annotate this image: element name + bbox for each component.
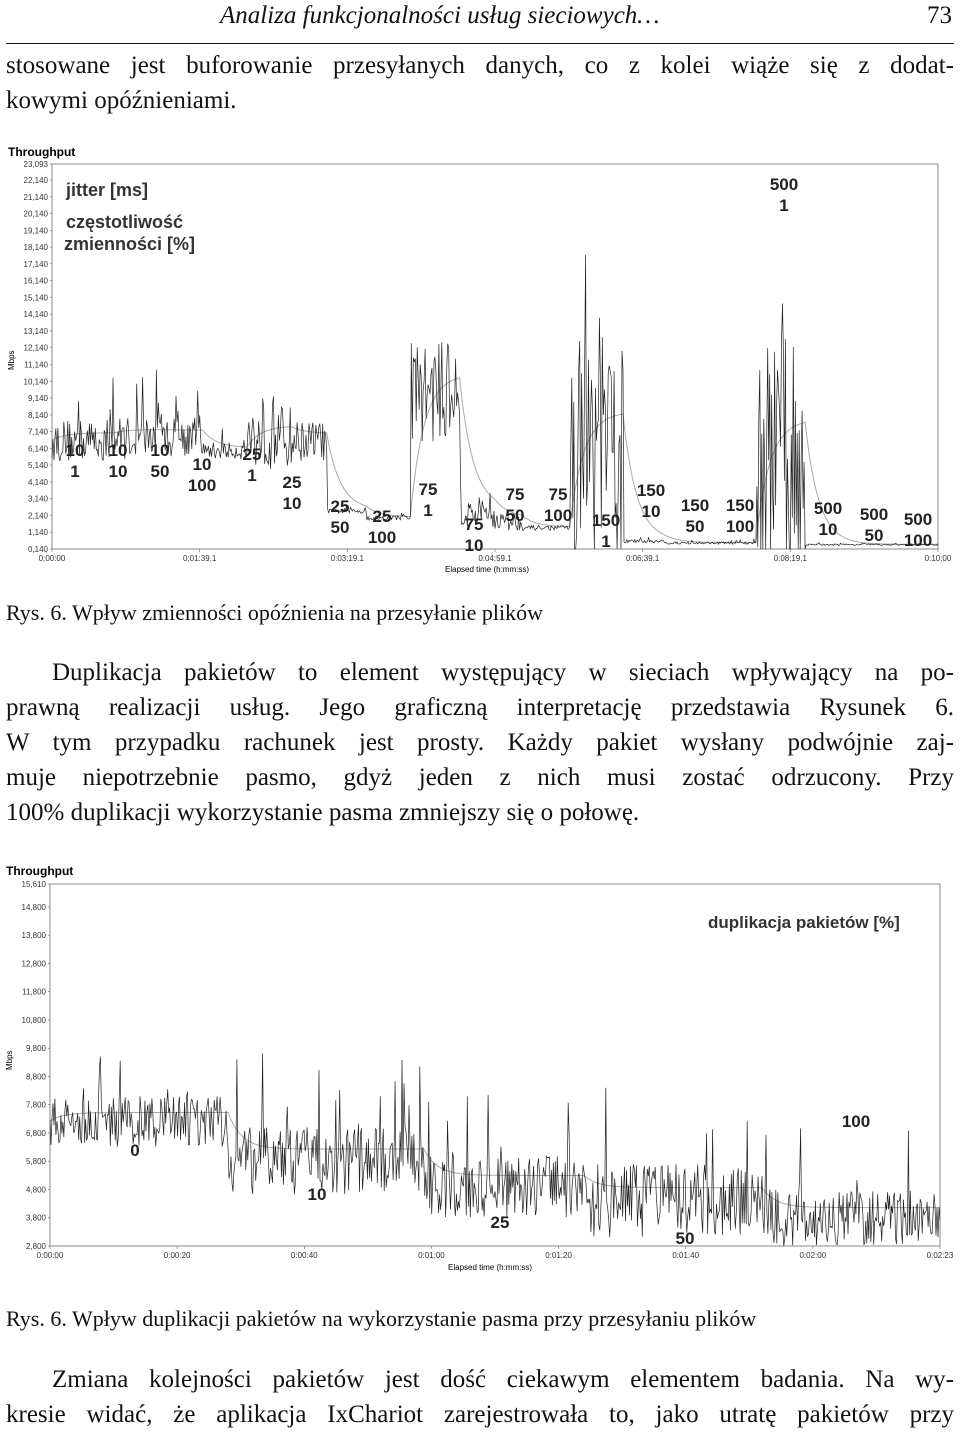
y-tick-label: 8,800: [25, 1072, 46, 1082]
y-tick-label: 6,800: [25, 1128, 46, 1138]
p2-line-1: Duplikacja pakietów to element występujący w sieciach wpływający na po-: [52, 659, 954, 686]
chart2-y-unit: Mbps: [5, 1050, 14, 1070]
duplication-paragraph: [6, 655, 954, 830]
y-tick-label: 14,140: [23, 310, 48, 320]
figure-duplication-chart: [0, 860, 960, 1280]
y-tick-label: 4,140: [27, 477, 48, 487]
segment-label: 1: [601, 532, 611, 551]
segment-label: 25: [490, 1213, 510, 1232]
segment-label: 150: [636, 481, 666, 500]
chart2-x-label: Elapsed time (h:mm:ss): [448, 1263, 533, 1272]
x-tick-label: 0:10:00: [924, 554, 952, 563]
y-tick-label: 23,093: [23, 160, 48, 169]
p2-line-5: 100% duplikacji wykorzystanie pasma zmniejszy się o połowę.: [6, 799, 640, 826]
running-header-title: Analiza funkcjonalności usług sieciowych…: [220, 2, 660, 29]
y-tick-label: 15,610: [21, 880, 46, 889]
segment-label: 10: [108, 462, 128, 481]
segment-label: 100: [841, 1112, 871, 1131]
segment-label: 150: [591, 511, 621, 530]
p2-line-2: prawną realizacji usług. Jego graficzną interpretację przedstawia Rysunek 6.: [6, 694, 954, 721]
segment-label: 150: [680, 496, 710, 515]
figure1-caption: Rys. 6. Wpływ zmienności opóźnienia na przesyłanie plików: [6, 600, 543, 625]
y-tick-label: 4,800: [25, 1185, 46, 1195]
y-tick-label: 2,800: [25, 1242, 46, 1251]
y-tick-label: 21,140: [23, 192, 48, 202]
segment-label: 25: [372, 507, 392, 526]
jitter-throughput-svg: [0, 140, 960, 580]
segment-label: 10: [150, 441, 170, 460]
chart1-legend-3: zmienności [%]: [64, 234, 196, 254]
y-tick-label: 13,140: [23, 326, 48, 336]
segment-label: 500: [859, 505, 889, 524]
segment-label: 1: [70, 462, 80, 481]
segment-label: 10: [641, 502, 661, 521]
y-tick-label: 8,140: [27, 410, 48, 420]
chart1-x-label: Elapsed time (h:mm:ss): [445, 565, 530, 574]
p3-line-2: kresie widać, że aplikacja IxChariot zarejestrowała to, jako utratę pakietów przy: [6, 1401, 954, 1428]
segment-label: 100: [543, 506, 573, 525]
header-rule: [6, 43, 954, 44]
segment-label: 50: [864, 526, 884, 545]
segment-label: 10: [192, 455, 212, 474]
x-tick-label: 0:03:19.1: [330, 554, 365, 563]
y-tick-label: 1,140: [27, 528, 48, 538]
x-tick-label: 0:00:20: [163, 1251, 191, 1260]
figure2-caption: Rys. 6. Wpływ duplikacji pakietów na wykorzystanie pasma przy przesyłaniu plików: [6, 1306, 757, 1331]
p2-line-3: W tym przypadku rachunek jest prosty. Każdy pakiet wysłany podwójnie zaj-: [6, 729, 954, 756]
y-tick-label: 11,140: [24, 360, 48, 370]
segment-label: 500: [813, 499, 843, 518]
x-tick-label: 0:00:00: [36, 1251, 64, 1260]
segment-label: 10: [307, 1185, 327, 1204]
chart1-y-axis: [24, 160, 52, 554]
segment-label: 0: [130, 1141, 140, 1160]
chart1-legend-1: jitter [ms]: [66, 180, 149, 200]
y-tick-label: 10,140: [23, 377, 48, 387]
segment-label: 1: [423, 501, 433, 520]
y-tick-label: 3,140: [27, 494, 48, 504]
page-number: 73: [927, 2, 952, 29]
y-tick-label: 7,800: [25, 1100, 46, 1110]
segment-label: 75: [464, 515, 484, 534]
chart1-y-unit: Mbps: [7, 350, 16, 370]
y-tick-label: 3,800: [25, 1213, 46, 1223]
x-tick-label: 0:01:40: [672, 1251, 700, 1260]
y-tick-label: 14,800: [21, 902, 46, 912]
y-tick-label: 15,140: [23, 293, 48, 303]
duplication-throughput-svg: [0, 860, 960, 1280]
segment-label: 500: [903, 510, 933, 529]
segment-label: 25: [242, 445, 262, 464]
p3-line-1: Zmiana kolejności pakietów jest dość ciekawym elementem badania. Na wy-: [52, 1366, 954, 1393]
segment-label: 100: [187, 476, 217, 495]
p2-line-4: muje niepotrzebnie pasmo, gdyż jeden z nich musi zostać odrzucony. Przy: [6, 764, 954, 791]
reordering-paragraph: [6, 1362, 954, 1432]
chart1-title: Throughput: [8, 145, 76, 159]
x-tick-label: 0:00:00: [38, 554, 66, 563]
segment-label: 10: [818, 520, 838, 539]
chart2-legend: duplikacja pakietów [%]: [708, 913, 900, 932]
segment-label: 10: [108, 441, 128, 460]
y-tick-label: 16,140: [23, 276, 48, 286]
intro-paragraph: [6, 48, 954, 118]
y-tick-label: 17,140: [23, 259, 48, 269]
y-tick-label: 7,140: [27, 427, 48, 437]
segment-label: 10: [282, 494, 302, 513]
x-tick-label: 0:08:19.1: [773, 554, 808, 563]
y-tick-label: 22,140: [23, 175, 48, 185]
y-tick-label: 12,800: [21, 959, 46, 969]
x-tick-label: 0:02:23: [926, 1251, 954, 1260]
segment-label: 25: [282, 473, 302, 492]
segment-label: 50: [685, 517, 705, 536]
segment-label: 10: [464, 536, 484, 555]
y-tick-label: 20,140: [23, 209, 48, 219]
y-tick-label: 19,140: [23, 226, 48, 236]
segment-label: 25: [330, 497, 350, 516]
segment-label: 100: [367, 528, 397, 547]
x-tick-label: 0:01:00: [418, 1251, 445, 1260]
x-tick-label: 0:00:40: [290, 1251, 318, 1260]
chart1-plot-area: [52, 164, 938, 549]
y-tick-label: 13,800: [21, 931, 46, 941]
y-tick-label: 9,800: [25, 1044, 46, 1054]
chart2-y-axis: [22, 880, 50, 1251]
x-tick-label: 0:01:39.1: [182, 554, 217, 563]
intro-line-2: kowymi opóźnieniami.: [6, 87, 237, 114]
segment-label: 100: [725, 517, 755, 536]
y-tick-label: 9,140: [27, 394, 48, 404]
segment-label: 1: [247, 466, 257, 485]
y-tick-label: 10,800: [21, 1015, 46, 1025]
chart1-legend-2: częstotliwość: [66, 212, 184, 232]
segment-label: 50: [675, 1229, 695, 1248]
y-tick-label: 2,140: [27, 511, 48, 521]
chart2-title: Throughput: [6, 864, 74, 878]
x-tick-label: 0:06:39.1: [625, 554, 660, 563]
x-tick-label: 0:02:00: [799, 1251, 827, 1260]
segment-label: 50: [330, 518, 350, 537]
figure-jitter-chart: [0, 140, 960, 580]
x-tick-label: 0:04:59.1: [478, 554, 512, 563]
y-tick-label: 6,140: [27, 444, 48, 454]
y-tick-label: 5,800: [25, 1157, 46, 1167]
segment-label: 75: [505, 485, 525, 504]
chart2-x-axis: [37, 1246, 954, 1260]
y-tick-label: 5,140: [27, 461, 48, 471]
segment-label: 100: [903, 531, 933, 550]
x-tick-label: 0:01:20: [545, 1251, 572, 1260]
y-tick-label: 0,140: [27, 545, 48, 554]
intro-line-1: stosowane jest buforowanie przesyłanych danych, co z kolei wiąże się z dodat-: [6, 52, 954, 79]
segment-label: 75: [418, 480, 438, 499]
y-tick-label: 11,800: [22, 987, 46, 997]
segment-label: 10: [65, 441, 85, 460]
y-tick-label: 18,140: [23, 243, 48, 253]
y-tick-label: 12,140: [23, 343, 48, 353]
segment-label: 50: [150, 462, 170, 481]
segment-label: 150: [725, 496, 755, 515]
segment-label: 75: [548, 485, 568, 504]
segment-label: 500: [769, 175, 799, 194]
chart1-x-axis: [39, 549, 952, 563]
segment-label: 1: [779, 196, 789, 215]
segment-label: 50: [505, 506, 525, 525]
